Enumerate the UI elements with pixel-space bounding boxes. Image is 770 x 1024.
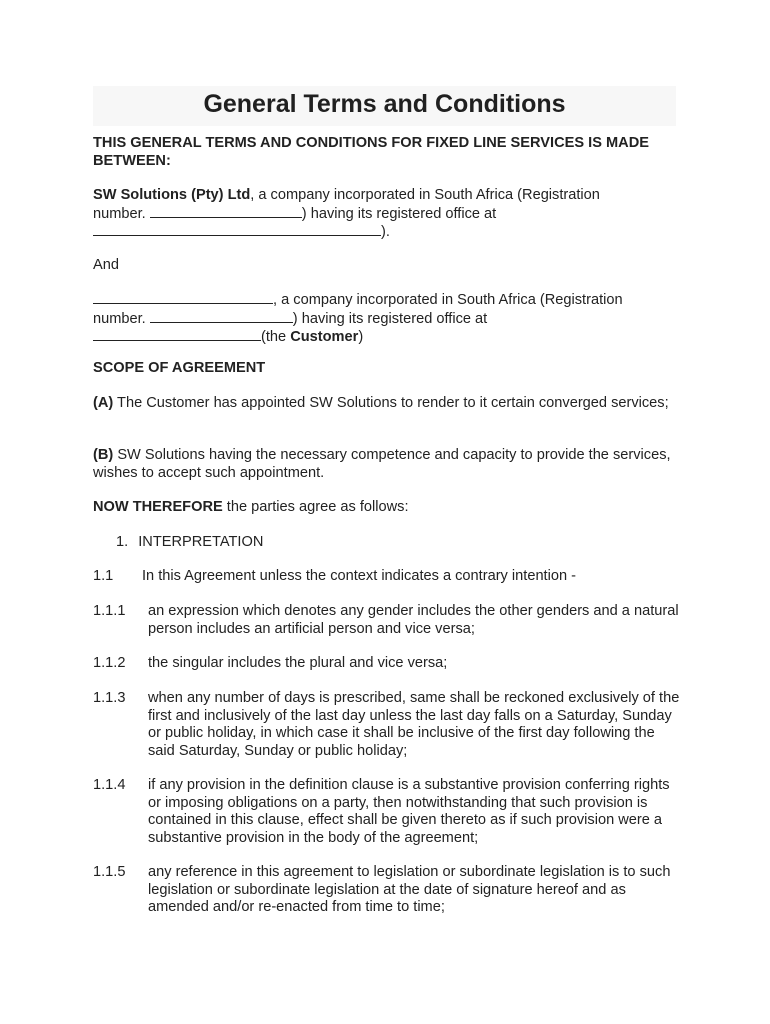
clause-text: any reference in this agreement to legislation or subordinate legislation is to such legislation or subordinate legislation at the date of signature hereof and as amended and/or re-enacted from time to time;	[148, 864, 671, 915]
clause-number: 1.1.2	[93, 655, 126, 671]
scope-heading: SCOPE OF AGREEMENT	[93, 360, 266, 376]
agreement-heading: THIS GENERAL TERMS AND CONDITIONS FOR FIXED LINE SERVICES IS MADE BETWEEN:	[93, 135, 649, 169]
party-2-name-blank	[93, 291, 273, 304]
party-1-end: ).	[381, 224, 390, 240]
recital-a-label: (A)	[93, 395, 114, 411]
party-1-registration-blank	[150, 205, 302, 218]
clause-number: 1.1	[93, 568, 114, 584]
clause-number: 1.1.5	[93, 864, 126, 880]
party-1-desc: , a company incorporated in South Africa (Registration	[250, 187, 600, 203]
section-1-heading	[116, 534, 516, 552]
clause-number: 1.1.4	[93, 777, 126, 793]
party-1-address-blank	[93, 223, 381, 236]
clause-number: 1.1.3	[93, 690, 126, 706]
customer-term: Customer	[290, 329, 359, 345]
document-title: General Terms and Conditions	[203, 90, 566, 118]
recital-a	[93, 395, 683, 413]
clause-text: In this Agreement unless the context indicates a contrary intention -	[142, 568, 576, 584]
clause-text: an expression which denotes any gender includes the other genders and a natural person includes an artificial person and vice versa;	[148, 603, 679, 637]
party-2-the-open: (the	[261, 329, 291, 345]
party-1-office: ) having its registered office at	[301, 205, 497, 222]
party-1-number-label: number.	[93, 205, 146, 222]
party-2-office: ) having its registered office at	[292, 310, 488, 327]
section-1-number: 1.	[116, 534, 129, 550]
party-1-name: SW Solutions (Pty) Ltd	[93, 187, 251, 203]
party-1-block	[93, 187, 683, 242]
clause-text: if any provision in the definition clause is a substantive provision conferring rights or imposing obligations on a party, then notwithstanding that such provision is contained in this clause, effect shall be given thereto as if such provision were a substantive provision in the body of the agreement;	[148, 777, 670, 846]
now-therefore-text: the parties agree as follows:	[222, 499, 409, 515]
party-2-address-blank	[93, 328, 261, 341]
recital-b-text: SW Solutions having the necessary competence and capacity to provide the services, wishes to accept such appointment.	[93, 447, 671, 481]
clause-text: the singular includes the plural and vice versa;	[148, 655, 448, 671]
party-2-the-close: )	[358, 329, 364, 345]
party-2-desc: , a company incorporated in South Africa (Registration	[273, 292, 623, 308]
clause-number: 1.1.1	[93, 603, 126, 619]
recital-b	[93, 447, 683, 482]
section-1-label: INTERPRETATION	[138, 534, 264, 550]
now-therefore	[93, 499, 683, 517]
party-2-block	[93, 291, 683, 347]
recital-b-label: (B)	[93, 447, 114, 463]
party-2-registration-blank	[150, 310, 293, 323]
and-text: And	[93, 257, 119, 273]
now-therefore-bold: NOW THEREFORE	[93, 499, 223, 515]
clause-text: when any number of days is prescribed, same shall be reckoned exclusively of the first and inclusively of the last day unless the last day falls on a Saturday, Sunday or public holiday, in which case it shall be inclusive of the first day following the said Saturday, Sunday or public holiday;	[148, 690, 680, 759]
party-2-number-label: number.	[93, 310, 146, 327]
recital-a-text: The Customer has appointed SW Solutions to render to it certain converged services;	[113, 395, 669, 411]
